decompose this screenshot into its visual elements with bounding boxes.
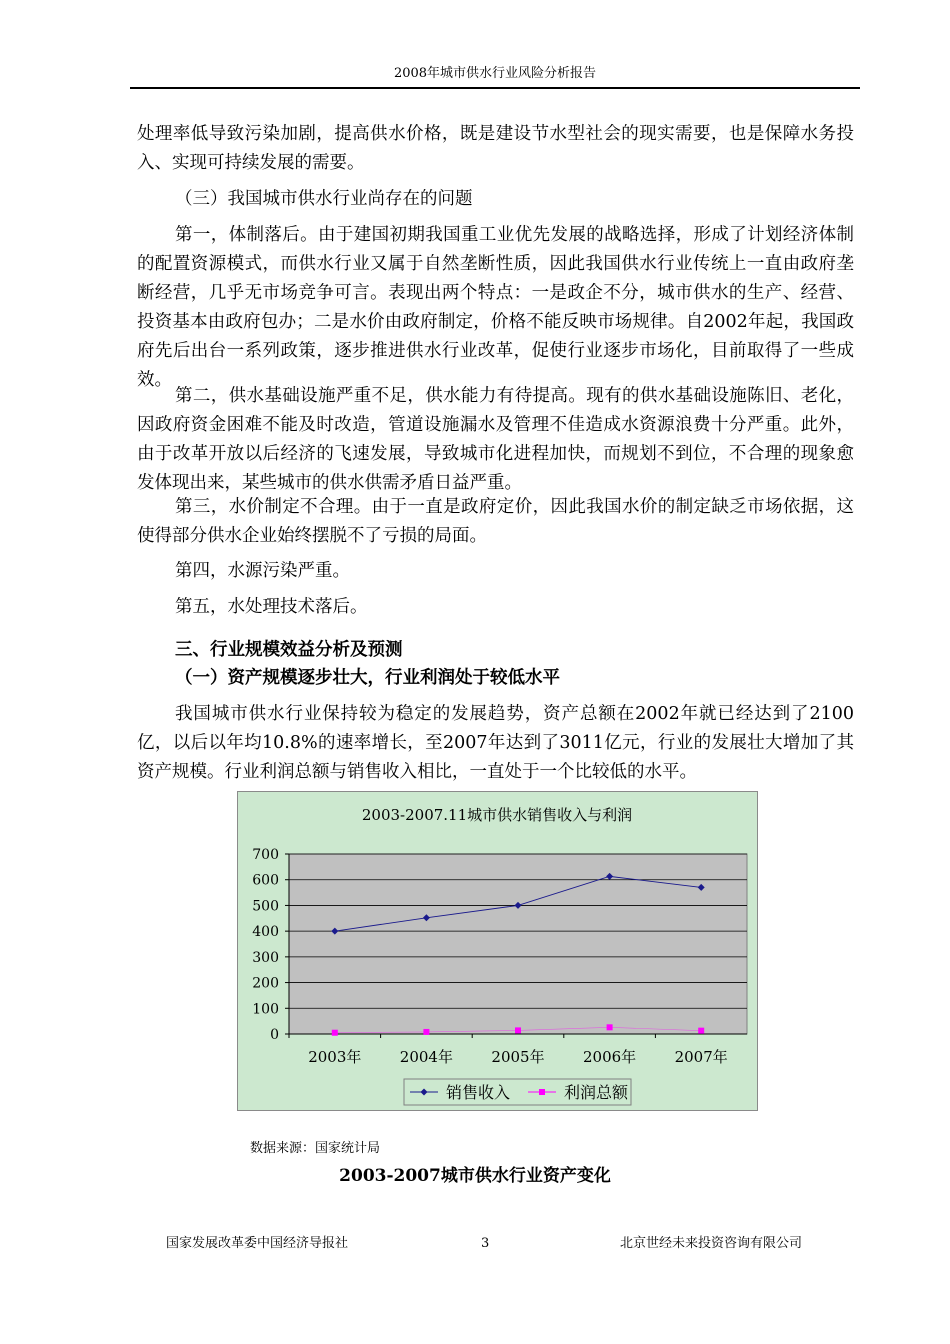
- x-tick-label: 2003年: [308, 1048, 362, 1066]
- x-tick-label: 2007年: [674, 1048, 728, 1066]
- footer-right: 北京世经未来投资咨询有限公司: [620, 1236, 803, 1251]
- y-tick-label: 500: [252, 898, 279, 915]
- footer-left: 国家发展改革委中国经济导报社: [166, 1236, 349, 1251]
- data-point-profit: [515, 1027, 521, 1033]
- paragraph-third-issue: 第三，水价制定不合理。由于一直是政府定价，因此我国水价的制定缺乏市场依据，这使得部分供水企业始终摆脱不了亏损的局面。: [137, 497, 854, 546]
- y-tick-label: 300: [252, 949, 279, 966]
- y-tick-label: 100: [252, 1001, 279, 1018]
- plot-area: [289, 854, 747, 1034]
- heading-problems: （三）我国城市供水行业尚存在的问题: [175, 189, 473, 209]
- legend-marker-profit: [539, 1089, 545, 1095]
- chart-container: [237, 791, 758, 1111]
- paragraph-fourth-issue: 第四，水源污染严重。: [175, 561, 350, 581]
- paragraph-second-issue: 第二，供水基础设施严重不足，供水能力有待提高。现有的供水基础设施陈旧、老化，因政府资金困难不能及时改造，管道设施漏水及管理不佳造成水资源浪费十分严重。此外，由于改革开放以后经济的飞速发展，导致城市化进程加快，而规划不到位，不合理的现象愈发体现出来，某些城市的供水供需矛盾日益严重。: [137, 386, 854, 493]
- y-tick-label: 700: [252, 847, 279, 863]
- x-tick-label: 2006年: [583, 1048, 637, 1066]
- y-tick-label: 400: [252, 924, 279, 941]
- header-rule: [130, 87, 860, 89]
- data-point-profit: [423, 1029, 429, 1035]
- chart-title: 2003-2007.11城市供水销售收入与利润: [361, 806, 633, 824]
- line-chart: [238, 792, 757, 1110]
- data-point-profit: [607, 1024, 613, 1030]
- heading-subsection-1: [175, 665, 560, 691]
- data-point-profit: [698, 1028, 704, 1034]
- heading-section-3: [175, 637, 403, 663]
- x-tick-label: 2004年: [399, 1048, 453, 1066]
- legend-label-sales: 销售收入: [446, 1083, 511, 1102]
- heading-section-3-text: 三、行业规模效益分析及预测: [175, 640, 403, 660]
- paragraph-scale: 我国城市供水行业保持较为稳定的发展趋势，资产总额在2002年就已经达到了2100亿，以后以年均10.8%的速率增长，至2007年达到了3011亿元，行业的发展壮大增加了其资产规模。行业利润总额与销售收入相比，一直处于一个比较低的水平。: [137, 704, 854, 782]
- footer-page-number: 3: [481, 1236, 490, 1251]
- data-source-note: 数据来源：国家统计局: [250, 1141, 381, 1156]
- figure-caption: 2003-2007城市供水行业资产变化: [339, 1166, 611, 1186]
- legend-label-profit: 利润总额: [564, 1083, 629, 1102]
- heading-subsection-1-text: （一）资产规模逐步壮大，行业利润处于较低水平: [175, 668, 560, 688]
- paragraph-fifth-issue: 第五，水处理技术落后。: [175, 597, 368, 617]
- paragraph-continuation: 处理率低导致污染加剧，提高供水价格，既是建设节水型社会的现实需要，也是保障水务投入、实现可持续发展的需要。: [137, 124, 854, 173]
- paragraph-first-issue: 第一，体制落后。由于建国初期我国重工业优先发展的战略选择，形成了计划经济体制的配置资源模式，而供水行业又属于自然垄断性质，因此我国供水行业传统上一直由政府垄断经营，几乎无市场竞争可言。表现出两个特点：一是政企不分，城市供水的生产、经营、投资基本由政府包办；二是水价由政府制定，价格不能反映市场规律。自2002年起，我国政府先后出台一系列政策，逐步推进供水行业改革，促使行业逐步市场化，目前取得了一些成效。: [137, 225, 854, 390]
- y-tick-label: 200: [252, 975, 279, 992]
- x-tick-label: 2005年: [491, 1048, 545, 1066]
- y-tick-label: 0: [270, 1027, 279, 1043]
- y-tick-label: 600: [252, 872, 279, 889]
- running-header: 2008年城市供水行业风险分析报告: [393, 66, 597, 81]
- data-point-profit: [332, 1030, 338, 1036]
